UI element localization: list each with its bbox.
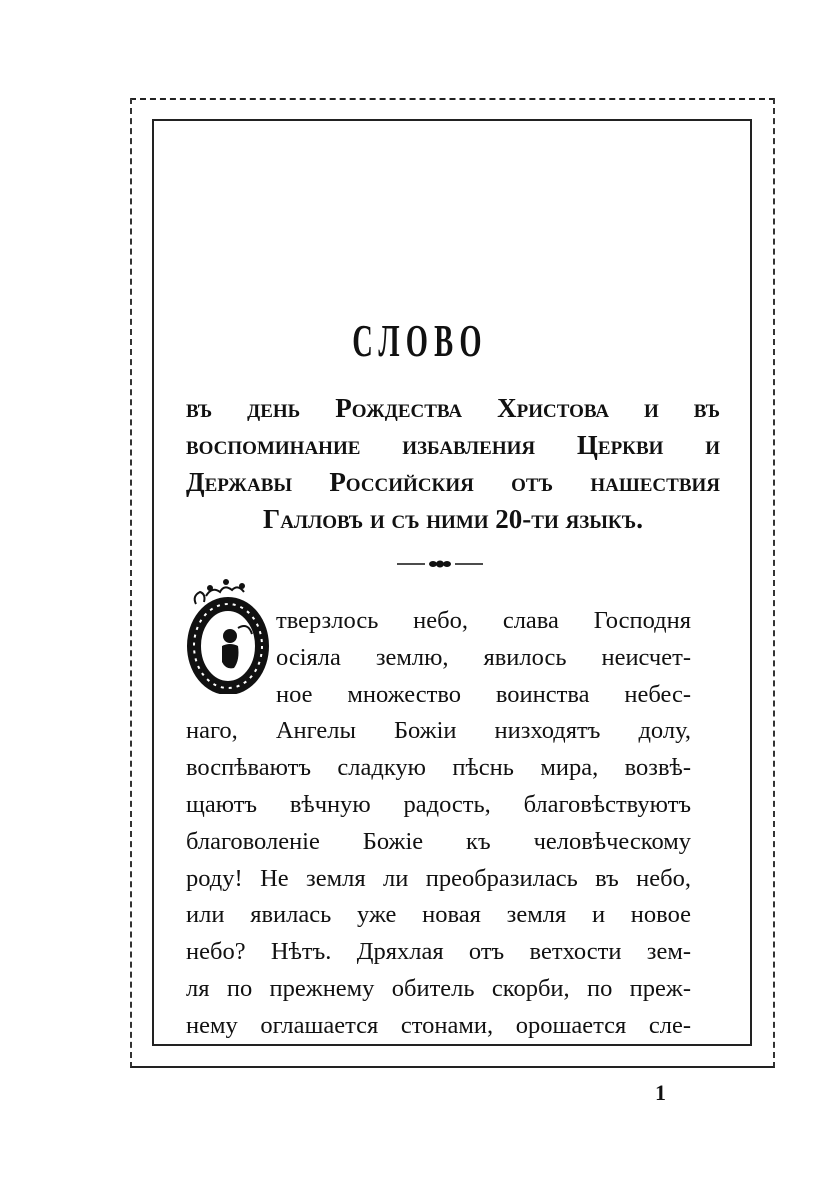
body-line: наго, Ангелы Божіи низходятъ долу, — [186, 717, 691, 745]
body-line: или явилась уже новая земля и новое — [186, 901, 691, 929]
body-line: ное множество воинства небес- — [276, 680, 691, 708]
body-line: осіяла землю, явилось неисчет- — [276, 643, 691, 671]
ornament-divider-icon — [395, 556, 485, 572]
body-line: тверзлось небо, слава Господня — [276, 607, 691, 634]
body-line: воспѣваютъ сладкую пѣснь мира, возвѣ- — [186, 754, 691, 782]
body-line: ля по прежнему обитель скорби, по преж- — [186, 974, 691, 1002]
subtitle-block — [186, 390, 720, 538]
subtitle-line: воспоминание избавления Церкви и — [186, 430, 720, 460]
body-line: небо? Нѣтъ. Дряхлая отъ ветхости зем- — [186, 938, 691, 966]
body-line: щаютъ вѣчную радость, благовѣствуютъ — [186, 790, 691, 818]
body-line: благоволеніе Божіе къ человѣческому — [186, 827, 691, 855]
body-line: нему оглашается стонами, орошается сле- — [186, 1011, 691, 1039]
subtitle-line: Державы Российския отъ нашествия — [186, 467, 720, 497]
body-line: роду! Не земля ли преобразилась въ небо, — [186, 864, 691, 892]
page-heading: СЛОВО — [352, 315, 488, 366]
body-text — [186, 603, 691, 1045]
subtitle-line: Галловъ и съ ними 20-ти языкъ. — [263, 504, 643, 534]
drop-cap-letter: О — [226, 653, 228, 655]
subtitle-line: въ день Рождества Христова и въ — [186, 393, 720, 423]
page-number: 1 — [655, 1080, 666, 1105]
